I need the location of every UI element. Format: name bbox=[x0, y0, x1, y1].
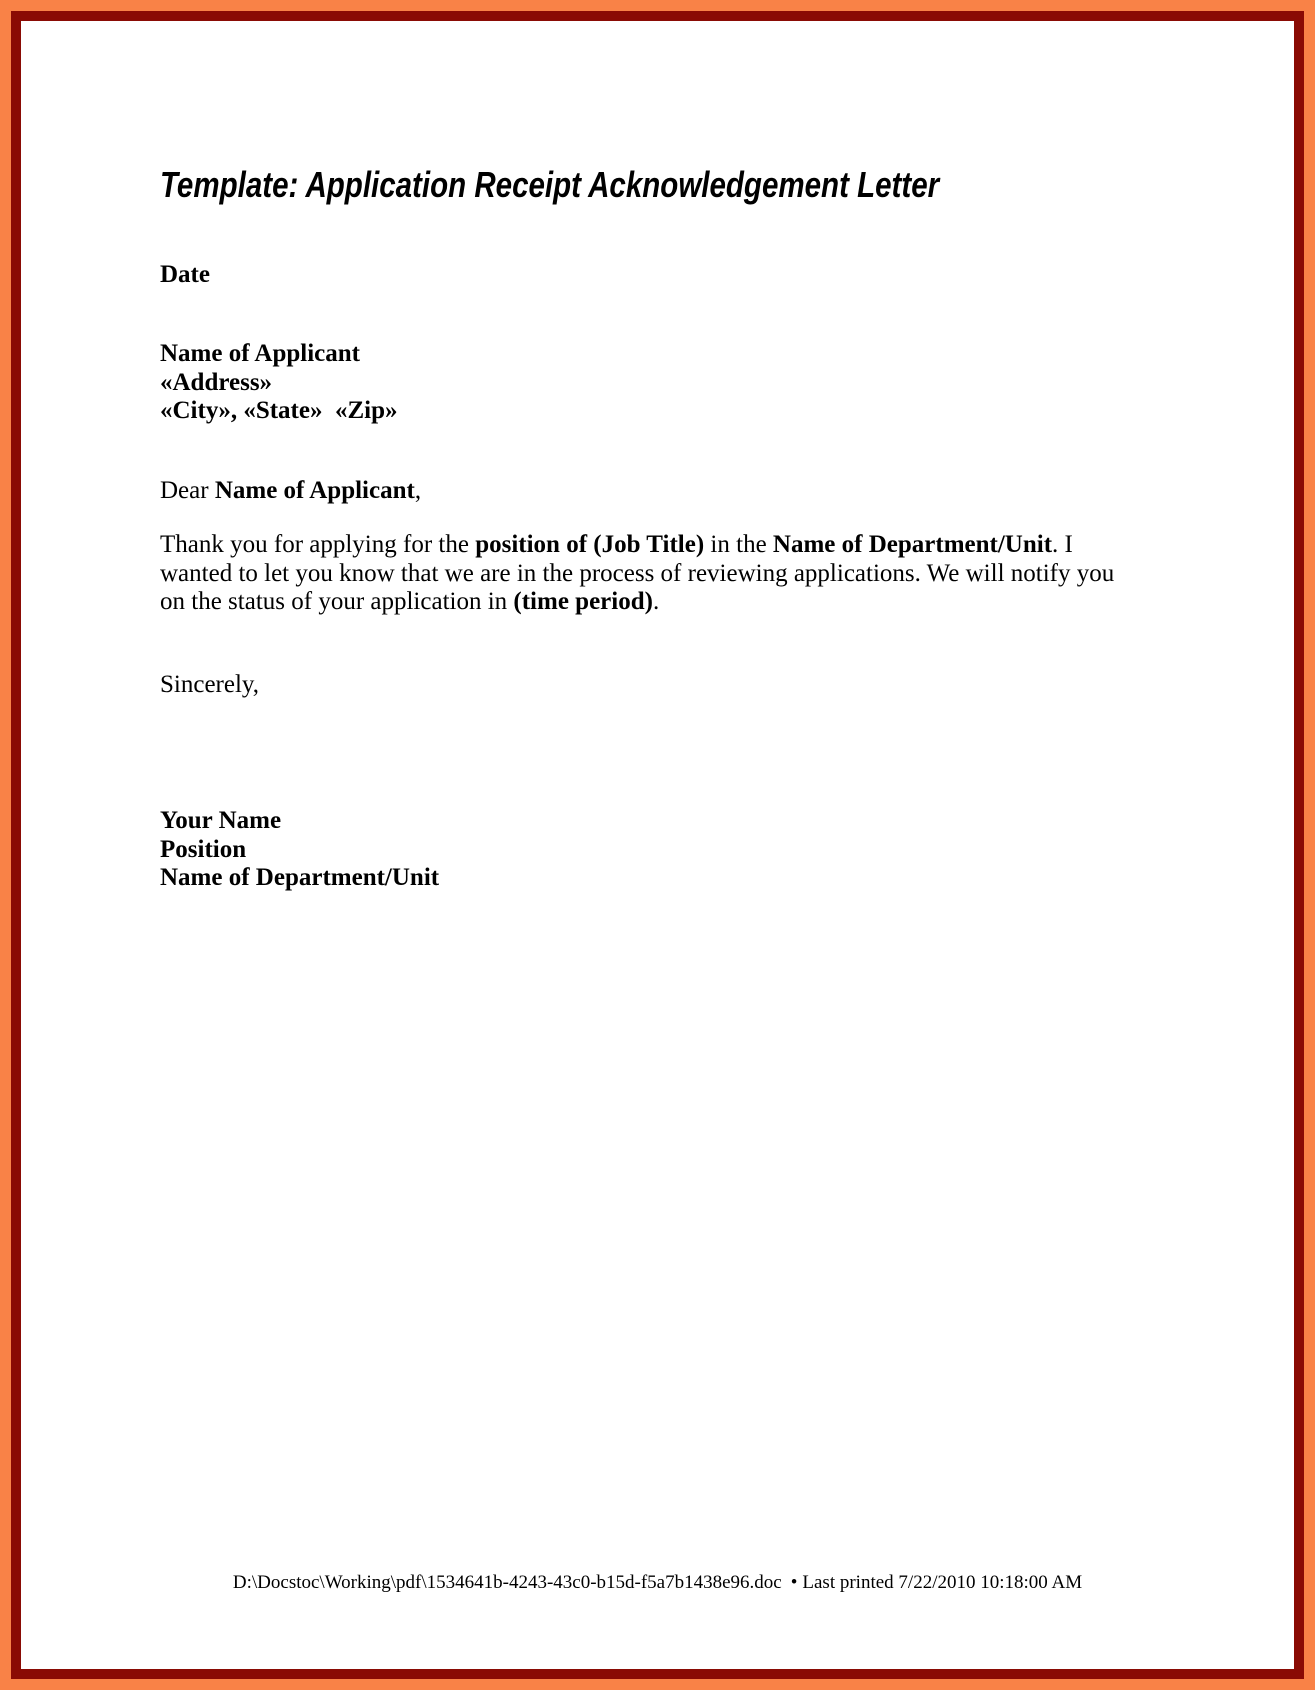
body-line-3 bbox=[160, 588, 1190, 617]
signature-department: Name of Department/Unit bbox=[160, 864, 440, 892]
body-text-segment: wanted to let you know that we are in the process of reviewing applications. We will notify you bbox=[160, 559, 1115, 587]
signature-position: Position bbox=[160, 835, 247, 863]
body-bold-segment: (time period) bbox=[513, 588, 653, 616]
letter-page bbox=[11, 11, 1304, 1679]
salutation-name: Name of Applicant bbox=[214, 477, 415, 504]
salutation-prefix: Dear bbox=[160, 477, 215, 504]
body-text-segment: on the status of your application in bbox=[160, 588, 514, 616]
body-bold-segment: position of (Job Title) bbox=[475, 531, 705, 558]
signature-name: Your Name bbox=[160, 807, 282, 834]
body-text-segment: Thank you for applying for the bbox=[160, 531, 476, 558]
closing-line: Sincerely, bbox=[160, 671, 260, 698]
body-paragraph bbox=[160, 531, 1190, 617]
salutation-line bbox=[160, 477, 421, 506]
footer-last-printed: Last printed 7/22/2010 10:18:00 AM bbox=[802, 1572, 1083, 1593]
salutation-suffix: , bbox=[414, 477, 422, 504]
recipient-address: «Address» bbox=[160, 368, 273, 396]
footer-file-path: D:\Docstoc\Working\pdf\1534641b-4243-43c0-b15d-f5a7b1438e96.doc bbox=[232, 1572, 782, 1593]
signature-block bbox=[160, 807, 439, 893]
body-text-segment: . bbox=[652, 588, 660, 616]
body-line-2 bbox=[160, 560, 1190, 589]
footer-bullet-separator: • bbox=[790, 1572, 798, 1593]
body-bold-segment: Name of Department/Unit bbox=[772, 531, 1053, 558]
document-footer bbox=[21, 1572, 1294, 1594]
date-label: Date bbox=[160, 261, 210, 288]
body-line-1 bbox=[160, 531, 1190, 560]
body-text-segment: in the bbox=[704, 531, 773, 558]
recipient-block bbox=[160, 340, 398, 426]
page-title: Template: Application Receipt Acknowledgement Letter bbox=[160, 164, 940, 205]
recipient-city-state-zip: «City», «State» «Zip» bbox=[160, 397, 398, 425]
recipient-name: Name of Applicant bbox=[160, 340, 360, 367]
body-text-segment: . I bbox=[1052, 531, 1073, 558]
